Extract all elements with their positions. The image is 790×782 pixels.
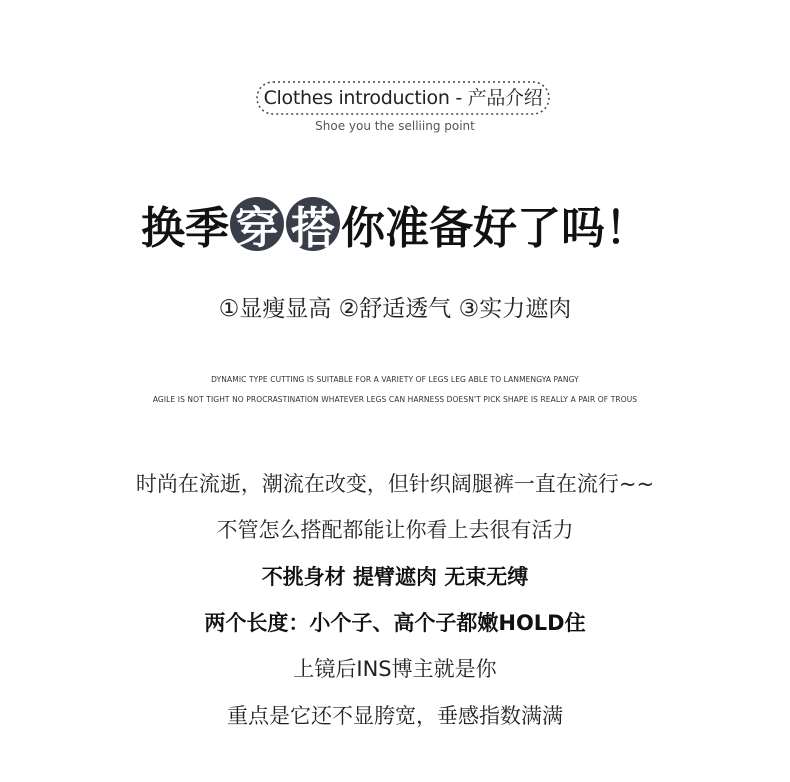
body-line-4: 两个长度：小个子、高个子都嫩HOLD住	[204, 611, 586, 635]
headline-circled-char-1: 穿	[230, 197, 284, 251]
section-title: Clothes introduction - 产品介绍	[263, 87, 543, 109]
section-header-badge	[255, 80, 551, 116]
body-line-5: 上镜后INS博主就是你	[293, 657, 497, 681]
headline-part2: 你准备好了吗！	[341, 203, 649, 254]
headline-part1: 换季	[141, 203, 229, 254]
english-caption-line-1: DYNAMIC TYPE CUTTING IS SUITABLE FOR A VARIETY OF LEGS LEG ABLE TO LANMENGYA PANGY	[211, 375, 579, 384]
english-caption-line-2: AGILE IS NOT TIGHT NO PROCRASTINATION WHATEVER LEGS CAN HARNESS DOESN'T PICK SHAPE IS REALLY A PAIR OF TROUS	[152, 395, 638, 404]
body-line-1: 时尚在流逝，潮流在改变，但针织阔腿裤一直在流行~~	[135, 472, 655, 496]
body-line-6: 重点是它还不显胯宽，垂感指数满满	[227, 704, 563, 728]
body-line-2: 不管怎么搭配都能让你看上去很有活力	[216, 518, 574, 542]
headline-circled-char-2: 搭	[286, 197, 340, 251]
body-line-3: 不挑身材 提臂遮肉 无束无缚	[261, 565, 529, 589]
feature-list: ①显瘦显高 ②舒适透气 ③实力遮肉	[218, 296, 572, 322]
section-subtitle: Shoe you the selliing point	[315, 119, 475, 133]
headline	[0, 192, 790, 256]
